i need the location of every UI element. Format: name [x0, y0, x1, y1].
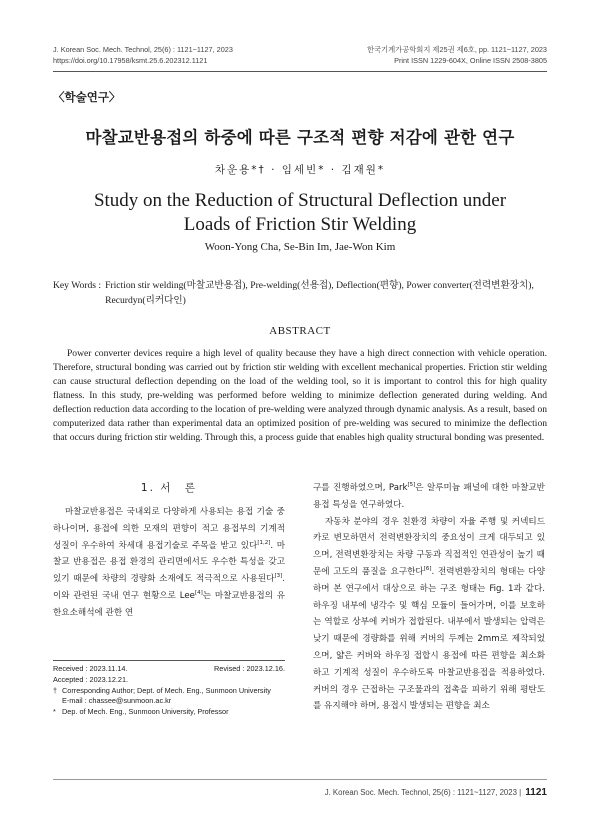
intro-paragraph-1: 마찰교반용접은 국내외로 다양하게 사용되는 용접 기술 중 하나이며, 용접에 의한 모재의 편향이 적고 용접부의 기계적 성질이 우수하여 차세대 용접기술로 주목을 받고 있다[1,2]. 마찰교 반용접은 용접 환경의 관리면에서도 우수한 특성을 갖고 있기 때문에 차량의 경량화 소재에도 적극적으로 사용된다[3]. 이와 관련된 국내 연구 현황으로 Lee[4]는 마찰교반용접의 유한요소해석에 관한 연 — [53, 507, 286, 618]
abstract-text: Power converter devices require a high level of quality because they have a high direct connection with vehicle operation. Therefore, structural bonding was carried out by friction stir welding with excellent mechanical properties. Friction stir welding can cause structural deflection depending on the load of the welding tool, so it is important to control this for high quality flatness. In this study, pre-welding was performed before welding to minimize deflection generated during welding. And deflection reduction data according to the location of pre-welding were analyzed through dynamic analysis. As a result, based on computerized data rather than experimental data an optimized position of pre-welding was secured to minimize the deflection that occurs during friction stir welding. Through this, a process guide that enables high quality structural bonding was presented. — [53, 348, 547, 444]
right-column — [313, 480, 545, 715]
header-citation: J. Korean Soc. Mech. Technol, 25(6) : 1121~1127, 2023 — [53, 45, 233, 54]
intro-paragraph-2: 자동차 분야의 경우 친환경 차량이 자율 주행 및 커넥티드 카로 변모하면서 전력변환장치의 중요성이 크게 대두되고 있으며, 전력변환장치는 차량 구동과 직접적인 연관성이 높기 때문에 고도의 품질을 요구한다[6]. 전력변환장치의 형태는 다양하며 본 연구에서 대상으로 하는 구조 형태는 Fig. 1과 같다. 하우징 내부에 냉각수 및 핵심 모듈이 들어가며, 이를 보호하는 역할로 상부에 커버가 접합된다. 내부에서 발생되는 압력은 낮기 때문에 경량화를 위해 커버의 두께는 2mm로 제작되었으며, 얇은 커버와 하우징 접합시 용접에 따른 편향을 최소화하고 기계적 성질이 우수하도록 마찰교반용접을 적용하였다. 커버의 경우 근접하는 구조물과의 접촉을 피하기 위해 평탄도를 유지해야 하며, 용접시 발생되는 편향을 최소 — [313, 516, 545, 712]
section-heading-introduction: 1. 서 론 — [140, 482, 198, 494]
page-footer — [325, 787, 547, 798]
author-email[interactable]: E-mail : chassee@sunmoon.ac.kr — [62, 696, 172, 706]
citation-ref[interactable]: [4] — [194, 590, 203, 597]
affiliation-text: Dep. of Mech. Eng., Sunmoon University, Professor — [62, 707, 229, 717]
received-date: Received : 2023.11.14. — [53, 664, 128, 673]
affiliation-note — [53, 707, 285, 718]
english-title-line-2: Loads of Friction Stir Welding — [183, 214, 417, 235]
dagger-mark: † — [53, 685, 58, 695]
intro-paragraph-1-continued: 구를 진행하였으며, Park[5]은 알루미늄 패널에 대한 마찰교반용접 특성을 연구하였다. — [313, 482, 545, 510]
running-header — [53, 44, 547, 66]
revised-date: Revised : 2023.12.16. — [214, 664, 285, 673]
footnote-rule — [53, 660, 285, 661]
english-title — [0, 189, 600, 237]
left-column — [53, 480, 285, 622]
corresponding-author-text: Corresponding Author; Dept. of Mech. Eng., Sunmoon University — [62, 685, 271, 695]
footnotes — [53, 664, 285, 718]
citation-ref[interactable]: [6] — [423, 566, 432, 573]
keywords — [53, 279, 547, 308]
accepted-date: Accepted : 2023.12.21. — [53, 674, 129, 684]
article-category: 〈학술연구〉 — [53, 92, 121, 104]
english-authors: Woon-Yong Cha, Se-Bin Im, Jae-Won Kim — [204, 241, 396, 253]
korean-title: 마찰교반용접의 하중에 따른 구조적 편향 저감에 관한 연구 — [85, 128, 515, 147]
english-title-line-1: Study on the Reduction of Structural Deflection under — [93, 190, 507, 211]
keywords-label: Key Words : — [53, 280, 102, 291]
page-number: 1121 — [525, 787, 547, 798]
asterisk-mark: * — [53, 707, 56, 717]
footer-separator: | — [519, 788, 522, 797]
korean-authors: 차운용*† · 임세빈* · 김재원* — [214, 164, 386, 176]
header-issn: Print ISSN 1229-604X, Online ISSN 2508-3805 — [394, 56, 547, 65]
header-doi-link[interactable]: https://doi.org/10.17958/ksmt.25.6.202312.1121 — [53, 56, 208, 65]
abstract-heading: ABSTRACT — [269, 325, 331, 337]
keywords-text: Friction stir welding(마찰교반용접), Pre-welding(선용접), Deflection(편향), Power converter(전력변환장치), Recurdyn(리커다인) — [105, 280, 534, 306]
citation-ref[interactable]: [3] — [274, 573, 283, 580]
citation-ref[interactable]: [5] — [407, 482, 416, 489]
header-citation-korean: 한국기계가공학회지 제25권 제6호, pp. 1121~1127, 2023 — [366, 45, 547, 54]
footer-rule — [53, 779, 547, 780]
corresponding-author-note — [53, 686, 285, 697]
received-revised-dates — [53, 664, 285, 675]
header-rule — [53, 71, 547, 72]
footer-citation: J. Korean Soc. Mech. Technol, 25(6) : 1121~1127, 2023 — [324, 788, 517, 797]
citation-ref[interactable]: [1,2] — [257, 539, 271, 546]
